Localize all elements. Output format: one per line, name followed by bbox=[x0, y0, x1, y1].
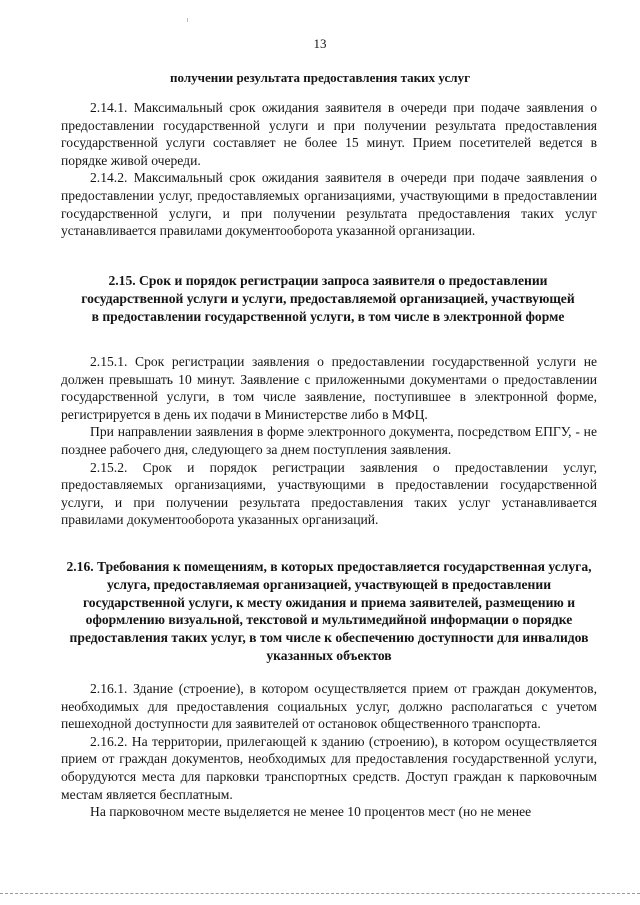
paragraph-parking: На парковочном месте выделяется не менее 10 процентов мест (но не менее bbox=[90, 804, 532, 820]
paragraph-2-15-1: 2.15.1. Срок регистрации заявления о предоставлении государственной услуги не должен превышать 10 минут. Заявление с приложенными документами о предоставлении государственной услуги, в том числе заявление, поступившее в электронной форме, регистрируется в день их подачи в Министерстве либо в МФЦ. bbox=[61, 354, 597, 422]
continued-heading: получении результата предоставления таких услуг bbox=[170, 70, 470, 85]
section-2-16-heading-block bbox=[66, 558, 592, 665]
paragraph-2-16-2: 2.16.2. На территории, прилегающей к зданию (строению), в котором осуществляется прием от граждан документов, необходимых для предоставления государственной услуги, оборудуются места для парковки транспортных средств. Доступ граждан к парковочным местам является бесплатным. bbox=[61, 733, 597, 802]
section-2-15-text bbox=[61, 353, 597, 529]
scan-edge-line bbox=[0, 893, 640, 894]
scan-mark bbox=[187, 18, 188, 22]
paragraph-2-15-2: 2.15.2. Срок и порядок регистрации заявления о предоставлении услуг, предоставляемых организациями, участвующими в предоставлении государственной услуги, и при получении результата предоставления таких услуг устанавливается правилами документооборота указанных организаций. bbox=[61, 459, 597, 528]
section-2-15-heading-block bbox=[80, 272, 576, 325]
page-number: 13 bbox=[313, 36, 327, 51]
section-2-14-text bbox=[61, 99, 597, 240]
section-2-16-text bbox=[61, 680, 597, 821]
section-heading-2-16: 2.16. Требования к помещениям, в которых предоставляется государственная услуга, услуга, предоставляемая организацией, участвующей в предоставлении государственной услуги, к месту ожидания и приема заявителей, размещению и оформлению визуальной, текстовой и мультимедийной информации о порядке предоставления таких услуг, в том числе к обеспечению доступности для инвалидов указанных объектов bbox=[66, 559, 592, 663]
paragraph-2-14-1: 2.14.1. Максимальный срок ожидания заявителя в очереди при подаче заявления о предоставлении государственной услуги и при получении результата предоставления государственной услуги составляет не более 15 минут. Прием посетителей ведется в порядке живой очереди. bbox=[61, 100, 597, 168]
paragraph-epgu: При направлении заявления в форме электронного документа, посредством ЕПГУ, - не позднее рабочего дня, следующего за днем поступления заявления. bbox=[61, 424, 597, 457]
section-heading-2-15: 2.15. Срок и порядок регистрации запроса заявителя о предоставлении государственной услуги и услуги, предоставляемой организацией, участвующей в предоставлении государственной услуги, в том числе в электронной форме bbox=[81, 273, 575, 324]
paragraph-2-16-1: 2.16.1. Здание (строение), в котором осуществляется прием от граждан документов, необходимых для предоставления социальных услуг, должно располагаться с учетом пешеходной доступности для заявителей от остановок общественного транспорта. bbox=[61, 681, 597, 732]
paragraph-2-14-2: 2.14.2. Максимальный срок ожидания заявителя в очереди при подаче заявления о предоставлении услуг, предоставляемых организациями, участвующими в предоставлении государственной услуги, и при получении результата предоставления таких услуг устанавливается правилами документооборота указанной организации. bbox=[61, 170, 597, 239]
